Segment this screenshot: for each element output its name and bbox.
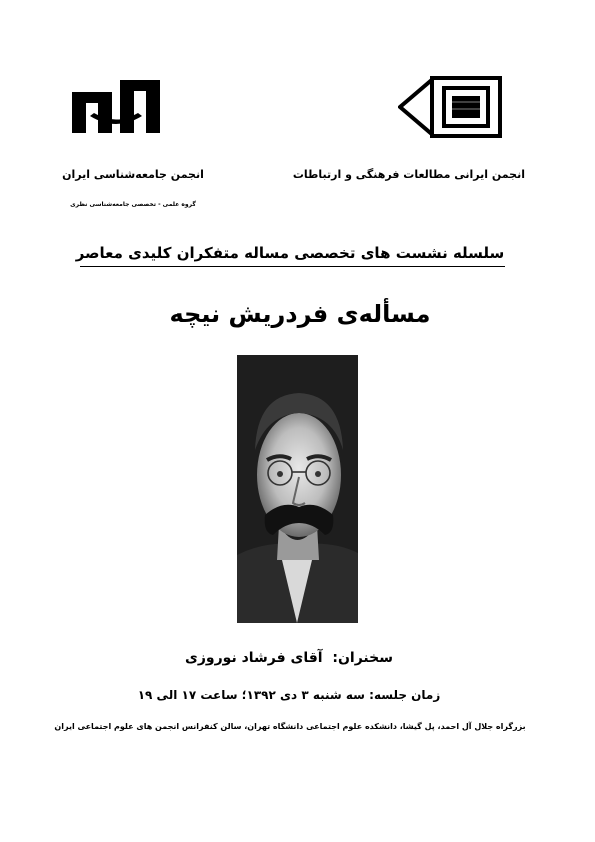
speaker-line <box>60 650 518 666</box>
sociological-association-logo-icon <box>72 80 160 135</box>
session-time: زمان جلسه: سه شنبه ۳ دی ۱۳۹۲؛ ساعت ۱۷ الی ۱۹ <box>137 688 441 702</box>
org-left-subgroup: گروه علمی - تخصصی جامعه‌شناسی نظری <box>70 201 196 208</box>
venue-address: بزرگراه جلال آل احمد، پل گیشا، دانشکده علوم اجتماعی دانشگاه تهران، سالن کنفرانس انجمن های علوم اجتماعی ایران <box>54 722 526 731</box>
cultural-studies-association-logo-icon <box>398 76 502 138</box>
event-title: مسأله‌ی فردریش نیچه <box>169 300 431 328</box>
speaker-name: آقای فرشاد نوروزی <box>185 650 323 666</box>
nietzsche-portrait-icon <box>237 355 358 623</box>
org-right-name: انجمن ایرانی مطالعات فرهنگی و ارتباطات <box>292 168 525 181</box>
org-left-name: انجمن جامعه‌شناسی ایران <box>62 168 204 181</box>
series-title: سلسله نشست های تخصصی مساله متفکران کلیدی معاصر <box>75 244 505 262</box>
series-underline <box>80 266 505 267</box>
speaker-label: سخنران: <box>332 650 393 666</box>
